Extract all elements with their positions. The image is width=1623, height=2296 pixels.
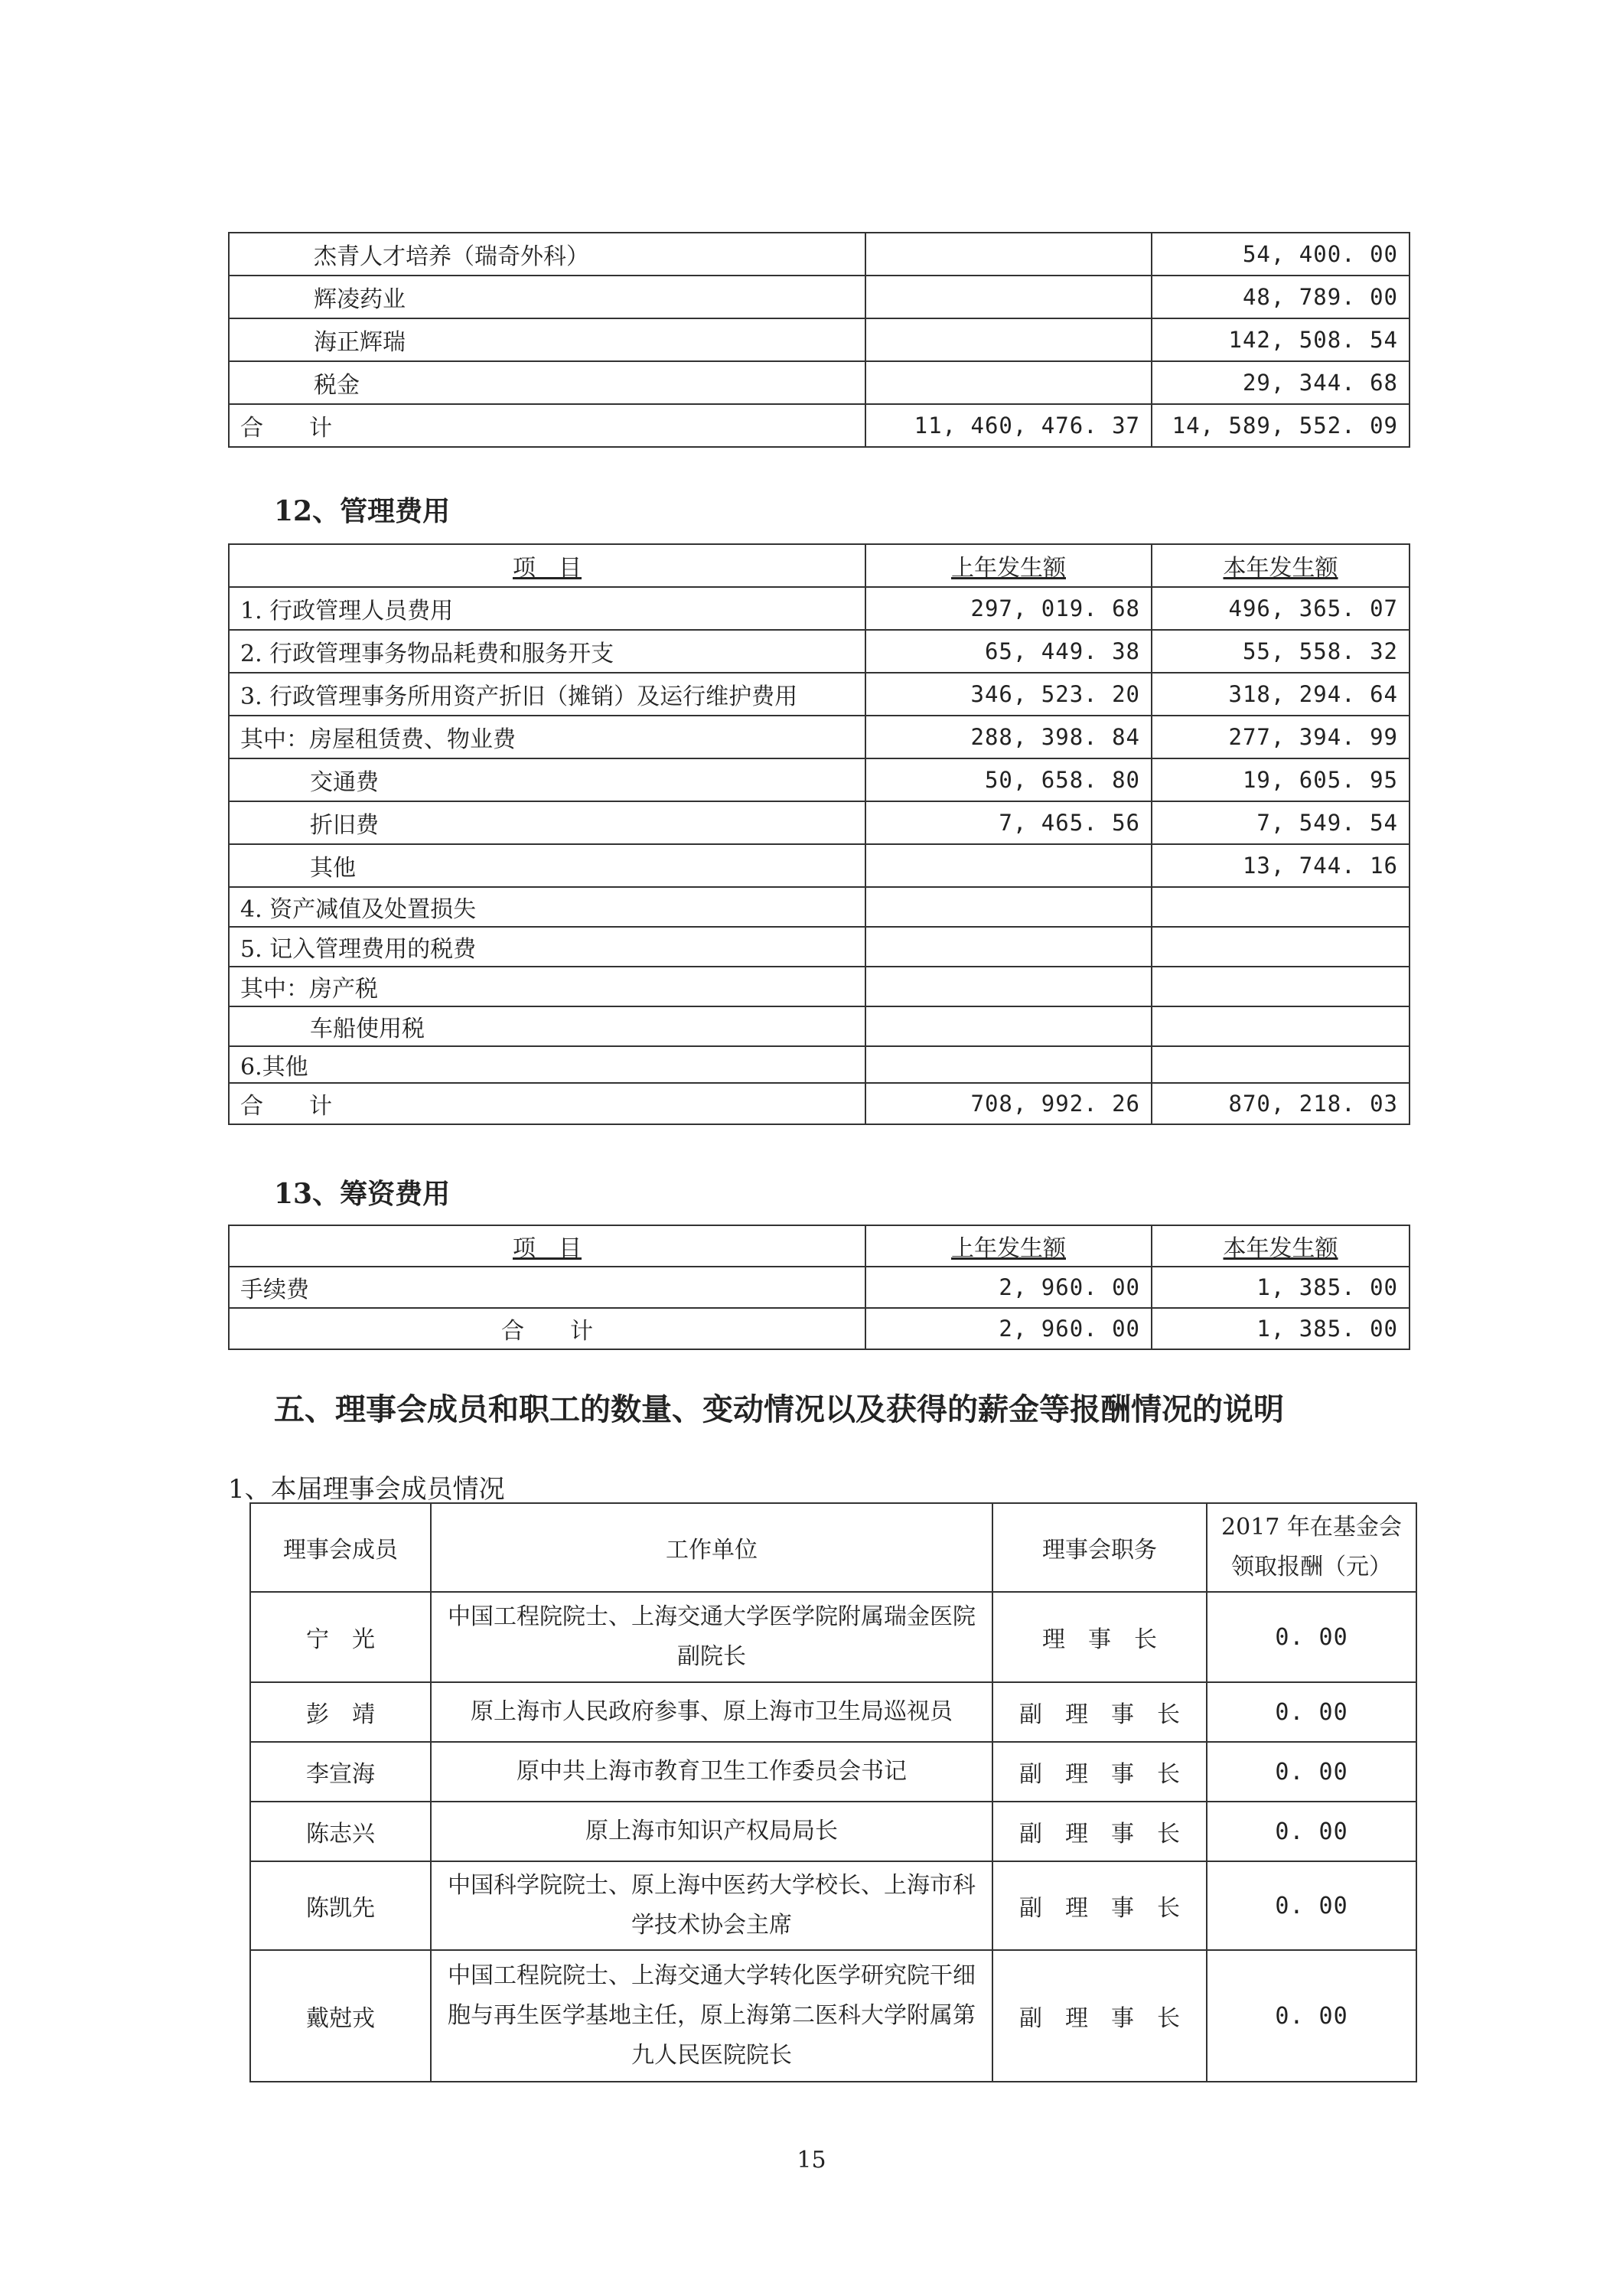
prior-year-amount: 2, 960. 00 (865, 1267, 1152, 1308)
current-year-amount: 13, 744. 16 (1152, 844, 1410, 887)
prior-year-amount (865, 844, 1152, 887)
header-pay: 2017 年在基金会领取报酬（元） (1207, 1503, 1416, 1592)
board-position: 副 理 事 长 (992, 1742, 1207, 1802)
current-year-amount: 48, 789. 00 (1152, 276, 1410, 318)
table-header-row (229, 1225, 1410, 1267)
current-year-amount: 142, 508. 54 (1152, 318, 1410, 361)
board-position: 副 理 事 长 (992, 1802, 1207, 1861)
board-position: 副 理 事 长 (992, 1861, 1207, 1950)
table-row (229, 1083, 1410, 1124)
prior-year-amount (865, 927, 1152, 967)
remuneration: 0. 00 (1207, 1861, 1416, 1950)
table-row (229, 844, 1410, 887)
current-year-amount: 277, 394. 99 (1152, 716, 1410, 758)
board-subtitle: 1、本届理事会成员情况 (228, 1474, 505, 1505)
header-prior-year: 上年发生额 (865, 544, 1152, 587)
member-name: 陈志兴 (250, 1802, 431, 1861)
prior-year-amount (865, 887, 1152, 927)
header-unit: 工作单位 (431, 1503, 992, 1592)
item-label: 税金 (229, 361, 865, 404)
current-year-amount: 54, 400. 00 (1152, 233, 1410, 276)
item-label: 6.其他 (229, 1046, 865, 1083)
item-label: 辉凌药业 (229, 276, 865, 318)
work-unit: 原上海市知识产权局局长 (431, 1802, 992, 1861)
table-header-row (250, 1503, 1416, 1592)
prior-year-amount: 7, 465. 56 (865, 801, 1152, 844)
current-year-amount: 1, 385. 00 (1152, 1267, 1410, 1308)
section-12-title: 12、管理费用 (274, 495, 451, 527)
section-5-title: 五、理事会成员和职工的数量、变动情况以及获得的薪金等报酬情况的说明 (274, 1391, 1284, 1427)
member-name: 李宣海 (250, 1742, 431, 1802)
header-prior-year: 上年发生额 (865, 1225, 1152, 1267)
board-position: 理 事 长 (992, 1592, 1207, 1682)
item-label: 手续费 (229, 1267, 865, 1308)
header-item: 项 目 (229, 1225, 865, 1267)
member-name: 彭 靖 (250, 1682, 431, 1742)
remuneration: 0. 00 (1207, 1682, 1416, 1742)
board-position: 副 理 事 长 (992, 1682, 1207, 1742)
work-unit: 中国科学院院士、原上海中医药大学校长、上海市科学技术协会主席 (431, 1861, 992, 1950)
member-name: 戴尅戎 (250, 1950, 431, 2082)
remuneration: 0. 00 (1207, 1950, 1416, 2082)
item-label: 海正辉瑞 (229, 318, 865, 361)
member-name: 陈凯先 (250, 1861, 431, 1950)
remuneration: 0. 00 (1207, 1802, 1416, 1861)
item-label: 车船使用税 (229, 1006, 865, 1046)
page-number: 15 (797, 2147, 826, 2174)
current-year-amount: 55, 558. 32 (1152, 630, 1410, 673)
table-row (250, 1742, 1416, 1802)
section-13-title: 13、筹资费用 (274, 1178, 451, 1210)
prior-year-amount: 2, 960. 00 (865, 1308, 1152, 1349)
table-row (229, 758, 1410, 801)
item-label: 合 计 (229, 1083, 865, 1124)
table-row (250, 1950, 1416, 2082)
header-current-year: 本年发生额 (1152, 1225, 1410, 1267)
board-position: 副 理 事 长 (992, 1950, 1207, 2082)
item-label: 交通费 (229, 758, 865, 801)
prior-year-amount (865, 276, 1152, 318)
current-year-amount (1152, 967, 1410, 1006)
work-unit: 中国工程院院士、上海交通大学转化医学研究院干细胞与再生医学基地主任，原上海第二医科大学附属第九人民医院院长 (431, 1950, 992, 2082)
prior-year-amount: 11, 460, 476. 37 (865, 404, 1152, 447)
current-year-amount: 14, 589, 552. 09 (1152, 404, 1410, 447)
table-row (229, 587, 1410, 630)
table-row (250, 1861, 1416, 1950)
prior-year-amount (865, 233, 1152, 276)
item-label: 其中：房屋租赁费、物业费 (229, 716, 865, 758)
current-year-amount: 29, 344. 68 (1152, 361, 1410, 404)
current-year-amount: 7, 549. 54 (1152, 801, 1410, 844)
table-row (229, 404, 1410, 447)
item-label: 5. 记入管理费用的税费 (229, 927, 865, 967)
current-year-amount (1152, 1006, 1410, 1046)
table-row (229, 673, 1410, 716)
header-member: 理事会成员 (250, 1503, 431, 1592)
prior-year-amount (865, 361, 1152, 404)
current-year-amount (1152, 887, 1410, 927)
work-unit: 原中共上海市教育卫生工作委员会书记 (431, 1742, 992, 1802)
table-row (229, 630, 1410, 673)
header-current-year: 本年发生额 (1152, 544, 1410, 587)
item-label: 合 计 (229, 404, 865, 447)
donation-table-tail (228, 232, 1410, 448)
table-row (229, 1267, 1410, 1308)
prior-year-amount: 50, 658. 80 (865, 758, 1152, 801)
table-row (229, 967, 1410, 1006)
table-row (229, 233, 1410, 276)
financing-expense-table (228, 1225, 1410, 1350)
item-label: 其他 (229, 844, 865, 887)
work-unit: 原上海市人民政府参事、原上海市卫生局巡视员 (431, 1682, 992, 1742)
current-year-amount: 496, 365. 07 (1152, 587, 1410, 630)
table-row (229, 716, 1410, 758)
table-row (250, 1682, 1416, 1742)
current-year-amount (1152, 1046, 1410, 1083)
item-label: 4. 资产减值及处置损失 (229, 887, 865, 927)
table-row (229, 276, 1410, 318)
table-row (229, 927, 1410, 967)
table-header-row (229, 544, 1410, 587)
prior-year-amount: 65, 449. 38 (865, 630, 1152, 673)
current-year-amount (1152, 927, 1410, 967)
table-row (229, 1046, 1410, 1083)
item-label: 3. 行政管理事务所用资产折旧（摊销）及运行维护费用 (229, 673, 865, 716)
table-row (250, 1592, 1416, 1682)
table-row (229, 887, 1410, 927)
current-year-amount: 318, 294. 64 (1152, 673, 1410, 716)
item-label: 其中：房产税 (229, 967, 865, 1006)
table-row (229, 1006, 1410, 1046)
table-row (229, 361, 1410, 404)
item-label: 合 计 (229, 1308, 865, 1349)
item-label: 折旧费 (229, 801, 865, 844)
remuneration: 0. 00 (1207, 1592, 1416, 1682)
prior-year-amount: 288, 398. 84 (865, 716, 1152, 758)
remuneration: 0. 00 (1207, 1742, 1416, 1802)
prior-year-amount: 708, 992. 26 (865, 1083, 1152, 1124)
current-year-amount: 1, 385. 00 (1152, 1308, 1410, 1349)
table-row (229, 801, 1410, 844)
management-expense-table (228, 543, 1410, 1125)
member-name: 宁 光 (250, 1592, 431, 1682)
current-year-amount: 870, 218. 03 (1152, 1083, 1410, 1124)
item-label: 杰青人才培养（瑞奇外科） (229, 233, 865, 276)
prior-year-amount: 346, 523. 20 (865, 673, 1152, 716)
current-year-amount: 19, 605. 95 (1152, 758, 1410, 801)
work-unit: 中国工程院院士、上海交通大学医学院附属瑞金医院副院长 (431, 1592, 992, 1682)
board-members-table (249, 1502, 1417, 2082)
prior-year-amount (865, 967, 1152, 1006)
header-item: 项 目 (229, 544, 865, 587)
table-row (229, 318, 1410, 361)
table-row (250, 1802, 1416, 1861)
table-row (229, 1308, 1410, 1349)
item-label: 1. 行政管理人员费用 (229, 587, 865, 630)
prior-year-amount (865, 318, 1152, 361)
prior-year-amount (865, 1006, 1152, 1046)
prior-year-amount (865, 1046, 1152, 1083)
item-label: 2. 行政管理事务物品耗费和服务开支 (229, 630, 865, 673)
prior-year-amount: 297, 019. 68 (865, 587, 1152, 630)
header-position: 理事会职务 (992, 1503, 1207, 1592)
